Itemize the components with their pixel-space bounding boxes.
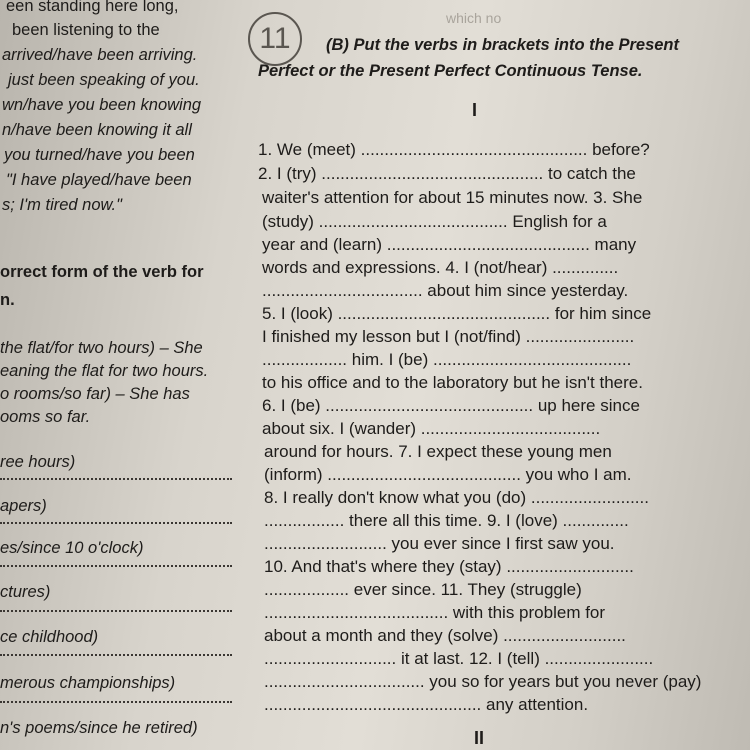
exercise-line: waiter's attention for about 15 minutes now. 3. She	[262, 188, 643, 207]
answer-line[interactable]	[0, 561, 232, 567]
answer-line[interactable]	[0, 474, 232, 480]
exercise-line: 1. We (meet) ................................................ before?	[258, 140, 650, 159]
exercise-line: ................. there all this time. 9. I (love) ..............	[264, 511, 629, 530]
left-text-line: "I have played/have been	[6, 171, 192, 189]
task-prompt: apers)	[0, 497, 47, 515]
task-prompt: n's poems/since he retired)	[0, 719, 198, 737]
task-prompt: merous championships)	[0, 674, 176, 692]
left-column	[0, 0, 250, 750]
exercise-heading: n.	[0, 291, 15, 309]
exercise-number-badge: 11	[248, 12, 302, 66]
exercise-line: 2. I (try) ............................................... to catch the	[258, 164, 636, 183]
exercise-line: .................. him. I (be) ..........................................	[262, 350, 632, 369]
exercise-line: about six. I (wander) ......................................	[262, 419, 601, 438]
left-text-line: arrived/have been arriving.	[2, 46, 198, 64]
left-text-line: een standing here long,	[6, 0, 179, 15]
exercise-line: 10. And that's where they (stay) ...........................	[264, 557, 634, 576]
exercise-line: year and (learn) ........................................... many	[262, 235, 637, 254]
answer-line[interactable]	[0, 518, 232, 524]
left-text-line: the flat/for two hours) – She	[0, 339, 203, 357]
task-prompt: es/since 10 o'clock)	[0, 539, 144, 557]
exercise-line: 6. I (be) ............................................ up here since	[262, 396, 640, 415]
task-prompt: ce childhood)	[0, 628, 99, 646]
task-prompt: ree hours)	[0, 453, 76, 471]
part-numeral: I	[472, 100, 478, 120]
left-text-line: been listening to the	[12, 21, 160, 39]
exercise-line: ....................................... with this problem for	[264, 603, 606, 622]
exercise-line: to his office and to the laboratory but he isn't there.	[262, 373, 643, 392]
exercise-line: .................................. about him since yesterday.	[262, 281, 629, 300]
exercise-line: I finished my lesson but I (not/find) .......................	[262, 327, 635, 346]
exercise-instruction: Perfect or the Present Perfect Continuous Tense.	[258, 62, 643, 80]
exercise-line: (inform) ......................................... you who I am.	[264, 465, 632, 484]
part-numeral: II	[474, 728, 485, 748]
exercise-heading: orrect form of the verb for	[0, 263, 204, 281]
exercise-line: .......................... you ever since I first saw you.	[264, 534, 615, 553]
left-text-line: ooms so far.	[0, 408, 91, 426]
answer-line[interactable]	[0, 650, 232, 656]
left-text-line: just been speaking of you.	[8, 71, 200, 89]
exercise-instruction: (B) Put the verbs in brackets into the Present	[326, 36, 679, 54]
left-text-line: s; I'm tired now."	[2, 196, 122, 214]
exercise-line: .............................................. any attention.	[264, 695, 589, 714]
left-text-line: wn/have you been knowing	[2, 96, 202, 114]
exercise-line: words and expressions. 4. I (not/hear) ..............	[262, 258, 619, 277]
exercise-line: .................. ever since. 11. They (struggle)	[264, 580, 582, 599]
left-text-line: n/have been knowing it all	[2, 121, 192, 139]
task-prompt: ctures)	[0, 583, 51, 601]
exercise-line: .................................. you so for years but you never (pay)	[264, 672, 702, 691]
exercise-line: (study) ........................................ English for a	[262, 212, 607, 231]
left-text-line: o rooms/so far) – She has	[0, 385, 190, 403]
exercise-line: 8. I really don't know what you (do) .........................	[264, 488, 649, 507]
exercise-line: 5. I (look) ............................................. for him since	[262, 304, 652, 323]
exercise-line: ............................ it at last. 12. I (tell) .......................	[264, 649, 654, 668]
left-text-line: you turned/have you been	[4, 146, 195, 164]
exercise-line: about a month and they (solve) ..........................	[264, 626, 626, 645]
answer-line[interactable]	[0, 606, 232, 612]
faded-background-text: which no	[446, 10, 502, 26]
answer-line[interactable]	[0, 697, 232, 703]
exercise-line: around for hours. 7. I expect these young men	[264, 442, 612, 461]
right-column	[258, 0, 750, 750]
left-text-line: eaning the flat for two hours.	[0, 362, 209, 380]
